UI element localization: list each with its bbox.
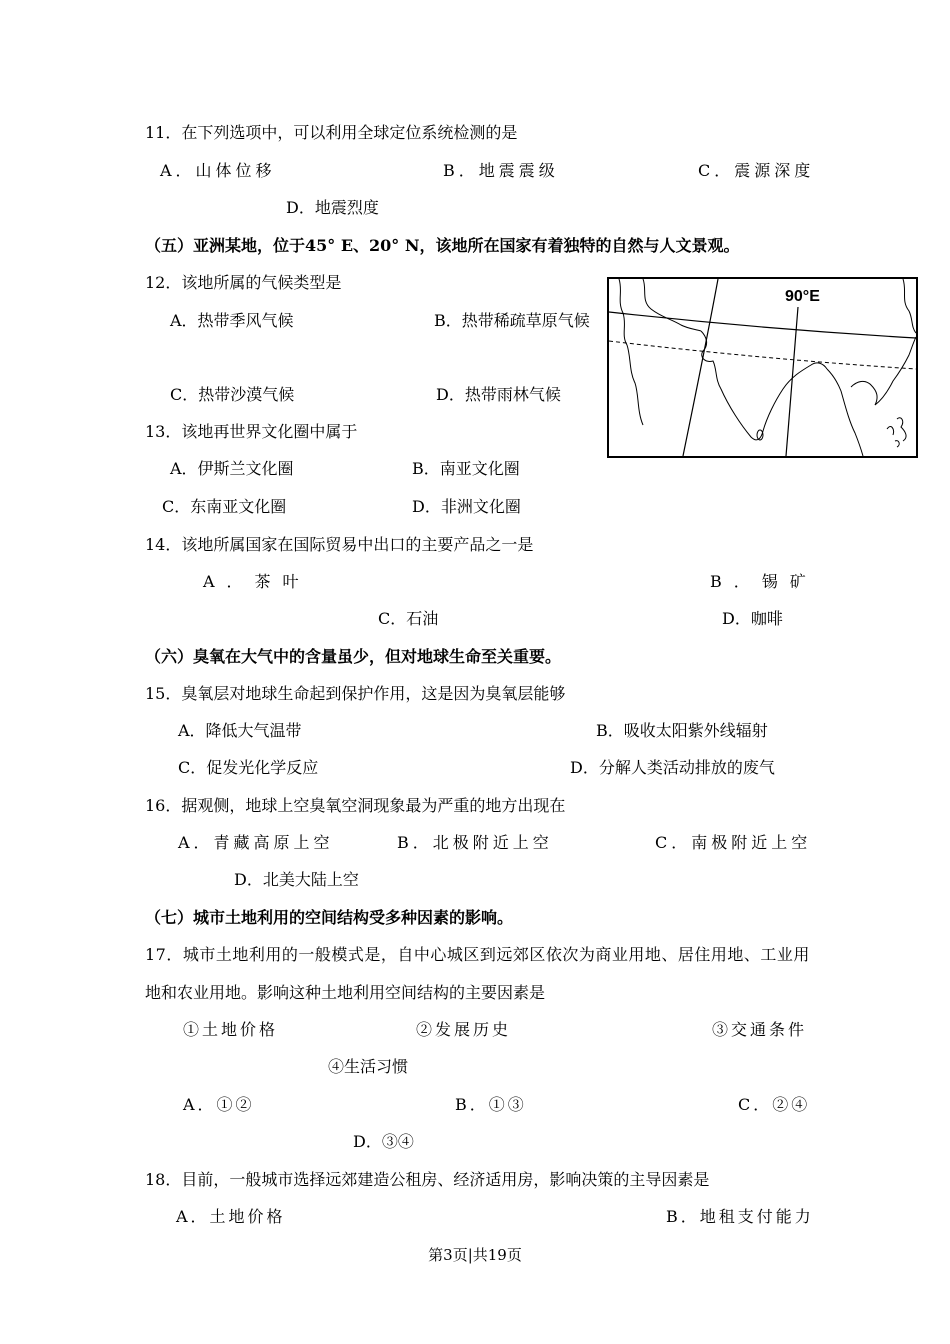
q18-option-b: B．地租支付能力	[666, 1207, 814, 1226]
q14-option-b: B．锡矿	[710, 572, 818, 591]
section-7-heading: （七）城市土地利用的空间结构受多种因素的影响。	[145, 908, 514, 927]
q12-option-a: A．热带季风气候	[170, 311, 294, 330]
q15-option-d: D．分解人类活动排放的废气	[570, 758, 775, 777]
map-label-90e: 90°E	[785, 288, 820, 305]
q11-option-b: B．地震震级	[443, 161, 559, 180]
q17-option-d: D．③④	[353, 1132, 414, 1151]
q14-option-c: C．石油	[378, 609, 439, 628]
q17-item-1: ①土地价格	[183, 1020, 279, 1039]
q17-item-2: ②发展历史	[416, 1020, 512, 1039]
region-map-svg	[609, 279, 916, 456]
q11-option-d: D．地震烈度	[286, 198, 379, 217]
q15-option-b: B．吸收太阳紫外线辐射	[596, 721, 768, 740]
region-map	[607, 277, 918, 458]
q12-option-d: D．热带雨林气候	[436, 385, 561, 404]
q16-stem: 16．据观侧，地球上空臭氧空洞现象最为严重的地方出现在	[145, 796, 566, 815]
q12-stem: 12．该地所属的气候类型是	[145, 273, 342, 292]
q13-option-c: C．东南亚文化圈	[162, 497, 287, 516]
meridian-line	[683, 279, 718, 456]
island-group	[887, 418, 906, 447]
q18-stem: 18．目前，一般城市选择远郊建造公租房、经济适用房，影响决策的主导因素是	[145, 1170, 710, 1189]
q17-option-c: C．②④	[738, 1095, 811, 1114]
q16-option-d: D．北美大陆上空	[234, 870, 359, 889]
coastline-indochina	[851, 337, 916, 405]
coastline-west	[619, 279, 643, 425]
q14-option-a: A．茶叶	[203, 572, 311, 591]
q14-option-d: D．咖啡	[722, 609, 783, 628]
q13-option-d: D．非洲文化圈	[412, 497, 521, 516]
q12-option-b: B．热带稀疏草原气候	[434, 311, 590, 330]
q12-option-c: C．热带沙漠气候	[170, 385, 295, 404]
q15-stem: 15．臭氧层对地球生命起到保护作用，这是因为臭氧层能够	[145, 684, 566, 703]
latitude-line	[609, 312, 916, 338]
q16-option-a: A．青藏高原上空	[178, 833, 334, 852]
q13-stem: 13．该地再世界文化圈中属于	[145, 422, 358, 441]
q16-option-c: C．南极附近上空	[655, 833, 812, 852]
q14-stem: 14．该地所属国家在国际贸易中出口的主要产品之一是	[145, 535, 534, 554]
q13-option-a: A．伊斯兰文化圈	[170, 459, 294, 478]
q17-stem-line-1: 17．城市土地利用的一般模式是，自中心城区到远郊区依次为商业用地、居住用地、工业用	[145, 945, 810, 964]
q17-option-b: B．①③	[455, 1095, 527, 1114]
section-5-heading: （五）亚洲某地，位于45° E、20° N，该地所在国家有着独特的自然与人文景观。	[145, 236, 740, 255]
q17-stem-line-2: 地和农业用地。影响这种土地利用空间结构的主要因素是	[145, 983, 546, 1002]
q18-option-a: A．土地价格	[176, 1207, 286, 1226]
q17-item-3: ③交通条件	[712, 1020, 808, 1039]
q17-item-4: ④生活习惯	[328, 1057, 409, 1076]
tropic-line-dashed	[609, 341, 916, 369]
q13-option-b: B．南亚文化圈	[412, 459, 520, 478]
coastline-gulf	[643, 279, 701, 331]
section-6-heading: （六）臭氧在大气中的含量虽少，但对地球生命至关重要。	[145, 647, 562, 666]
q16-option-b: B．北极附近上空	[397, 833, 553, 852]
q15-option-c: C．促发光化学反应	[178, 758, 319, 777]
q17-option-a: A．①②	[183, 1095, 255, 1114]
q11-option-a: A．山体位移	[160, 161, 276, 180]
q11-stem: 11．在下列选项中，可以利用全球定位系统检测的是	[145, 123, 518, 142]
coastline-india	[701, 331, 827, 440]
coastline-china	[903, 279, 916, 333]
page-footer: 第3页|共19页	[428, 1246, 522, 1264]
q11-option-c: C．震源深度	[698, 161, 815, 180]
q15-option-a: A．降低大气温带	[178, 721, 302, 740]
